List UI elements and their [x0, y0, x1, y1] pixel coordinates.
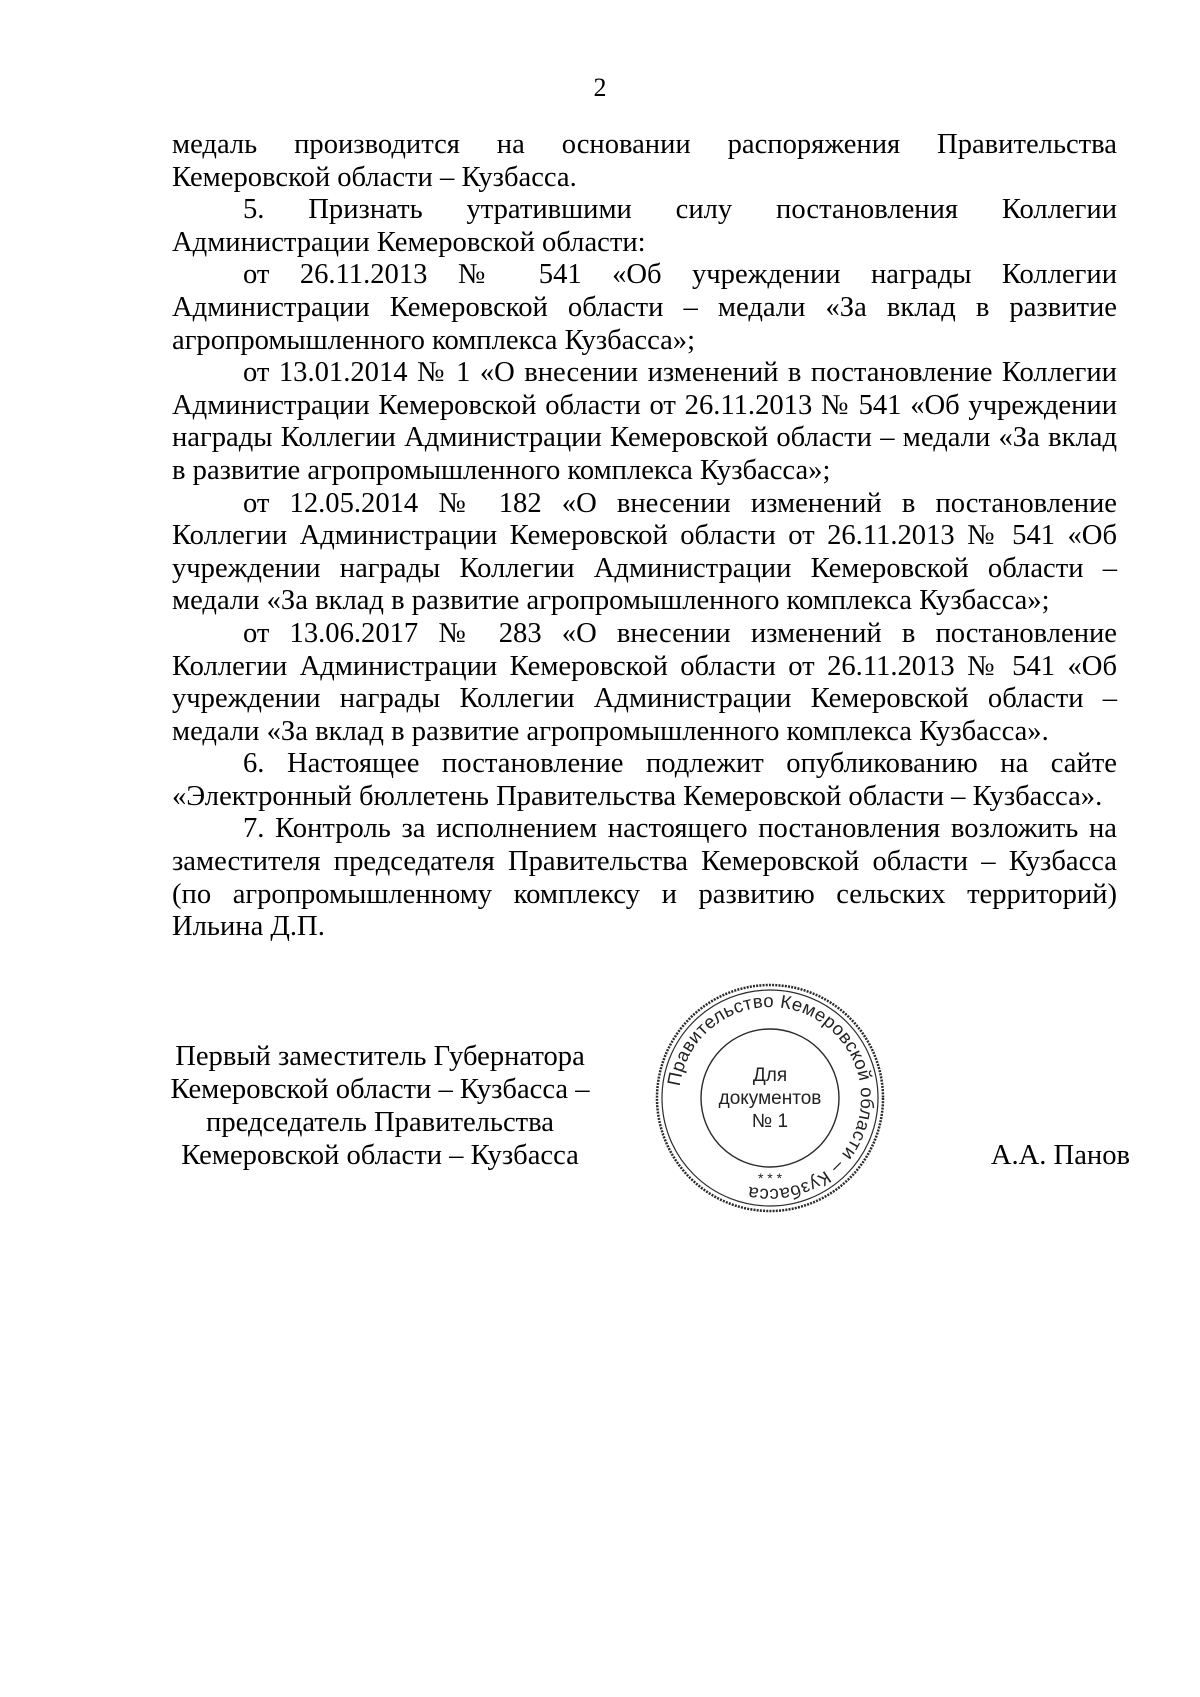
seal-stars: * * *: [757, 1170, 783, 1186]
paragraph: от 13.06.2017 № 283 «О внесении изменений в постановление Коллегии Администрации Кемеровской области от 26.11.2013 № 541 «Об учреждении награды Коллегии Администрации Кемеровской области – медали «За вклад в развитие агропромышленного комплекса Кузбасса».: [172, 617, 1117, 747]
signatory-name: А.А. Панов: [990, 1140, 1130, 1171]
signatory-position-line: Кемеровской области – Кузбасса –: [170, 1074, 590, 1105]
paragraph: 6. Настоящее постановление подлежит опубликованию на сайте «Электронный бюллетень Правительства Кемеровской области – Кузбасса».: [172, 748, 1117, 812]
paragraph: 5. Признать утратившими силу постановления Коллегии Администрации Кемеровской области:: [172, 194, 1117, 258]
paragraph: от 26.11.2013 № 541 «Об учреждении награды Коллегии Администрации Кемеровской области – медали «За вклад в развитие агропромышленного комплекса Кузбасса»;: [172, 259, 1117, 356]
paragraph: от 12.05.2014 № 182 «О внесении изменений в постановление Коллегии Администрации Кемеровской области от 26.11.2013 № 541 «Об учреждении награды Коллегии Администрации Кемеровской области – медали «За вклад в развитие агропромышленного комплекса Кузбасса»;: [172, 487, 1117, 617]
official-seal: [650, 978, 890, 1218]
paragraph: 7. Контроль за исполнением настоящего постановления возложить на заместителя председателя Правительства Кемеровской области – Кузбасса (по агропромышленному комплексу и развитию сельских территорий) Ильина Д.П.: [172, 813, 1117, 943]
signatory-position: [140, 1040, 620, 1172]
signatory-position-line: председатель Правительства: [206, 1107, 554, 1138]
signatory-position-line: Кемеровской области – Кузбасса: [181, 1140, 579, 1171]
page-number: 2: [593, 73, 607, 102]
paragraph: от 13.01.2014 № 1 «О внесении изменений в постановление Коллегии Администрации Кемеровской области от 26.11.2013 № 541 «Об учреждении награды Коллегии Администрации Кемеровской области – медали «За вклад в развитие агропромышленного комплекса Кузбасса»;: [172, 357, 1117, 486]
seal-center-line: Для: [752, 1065, 788, 1086]
signatory-position-line: Первый заместитель Губернатора: [175, 1041, 585, 1072]
document-body: [172, 129, 1117, 944]
paragraph: медаль производится на основании распоряжения Правительства Кемеровской области – Кузбасса.: [172, 129, 1117, 193]
seal-ring-text: Правительство Кемеровской области – Кузбасса: [662, 989, 879, 1207]
seal-center-line: № 1: [751, 1111, 789, 1132]
seal-graphic: [650, 978, 890, 1218]
seal-center-line: документов: [718, 1088, 822, 1109]
